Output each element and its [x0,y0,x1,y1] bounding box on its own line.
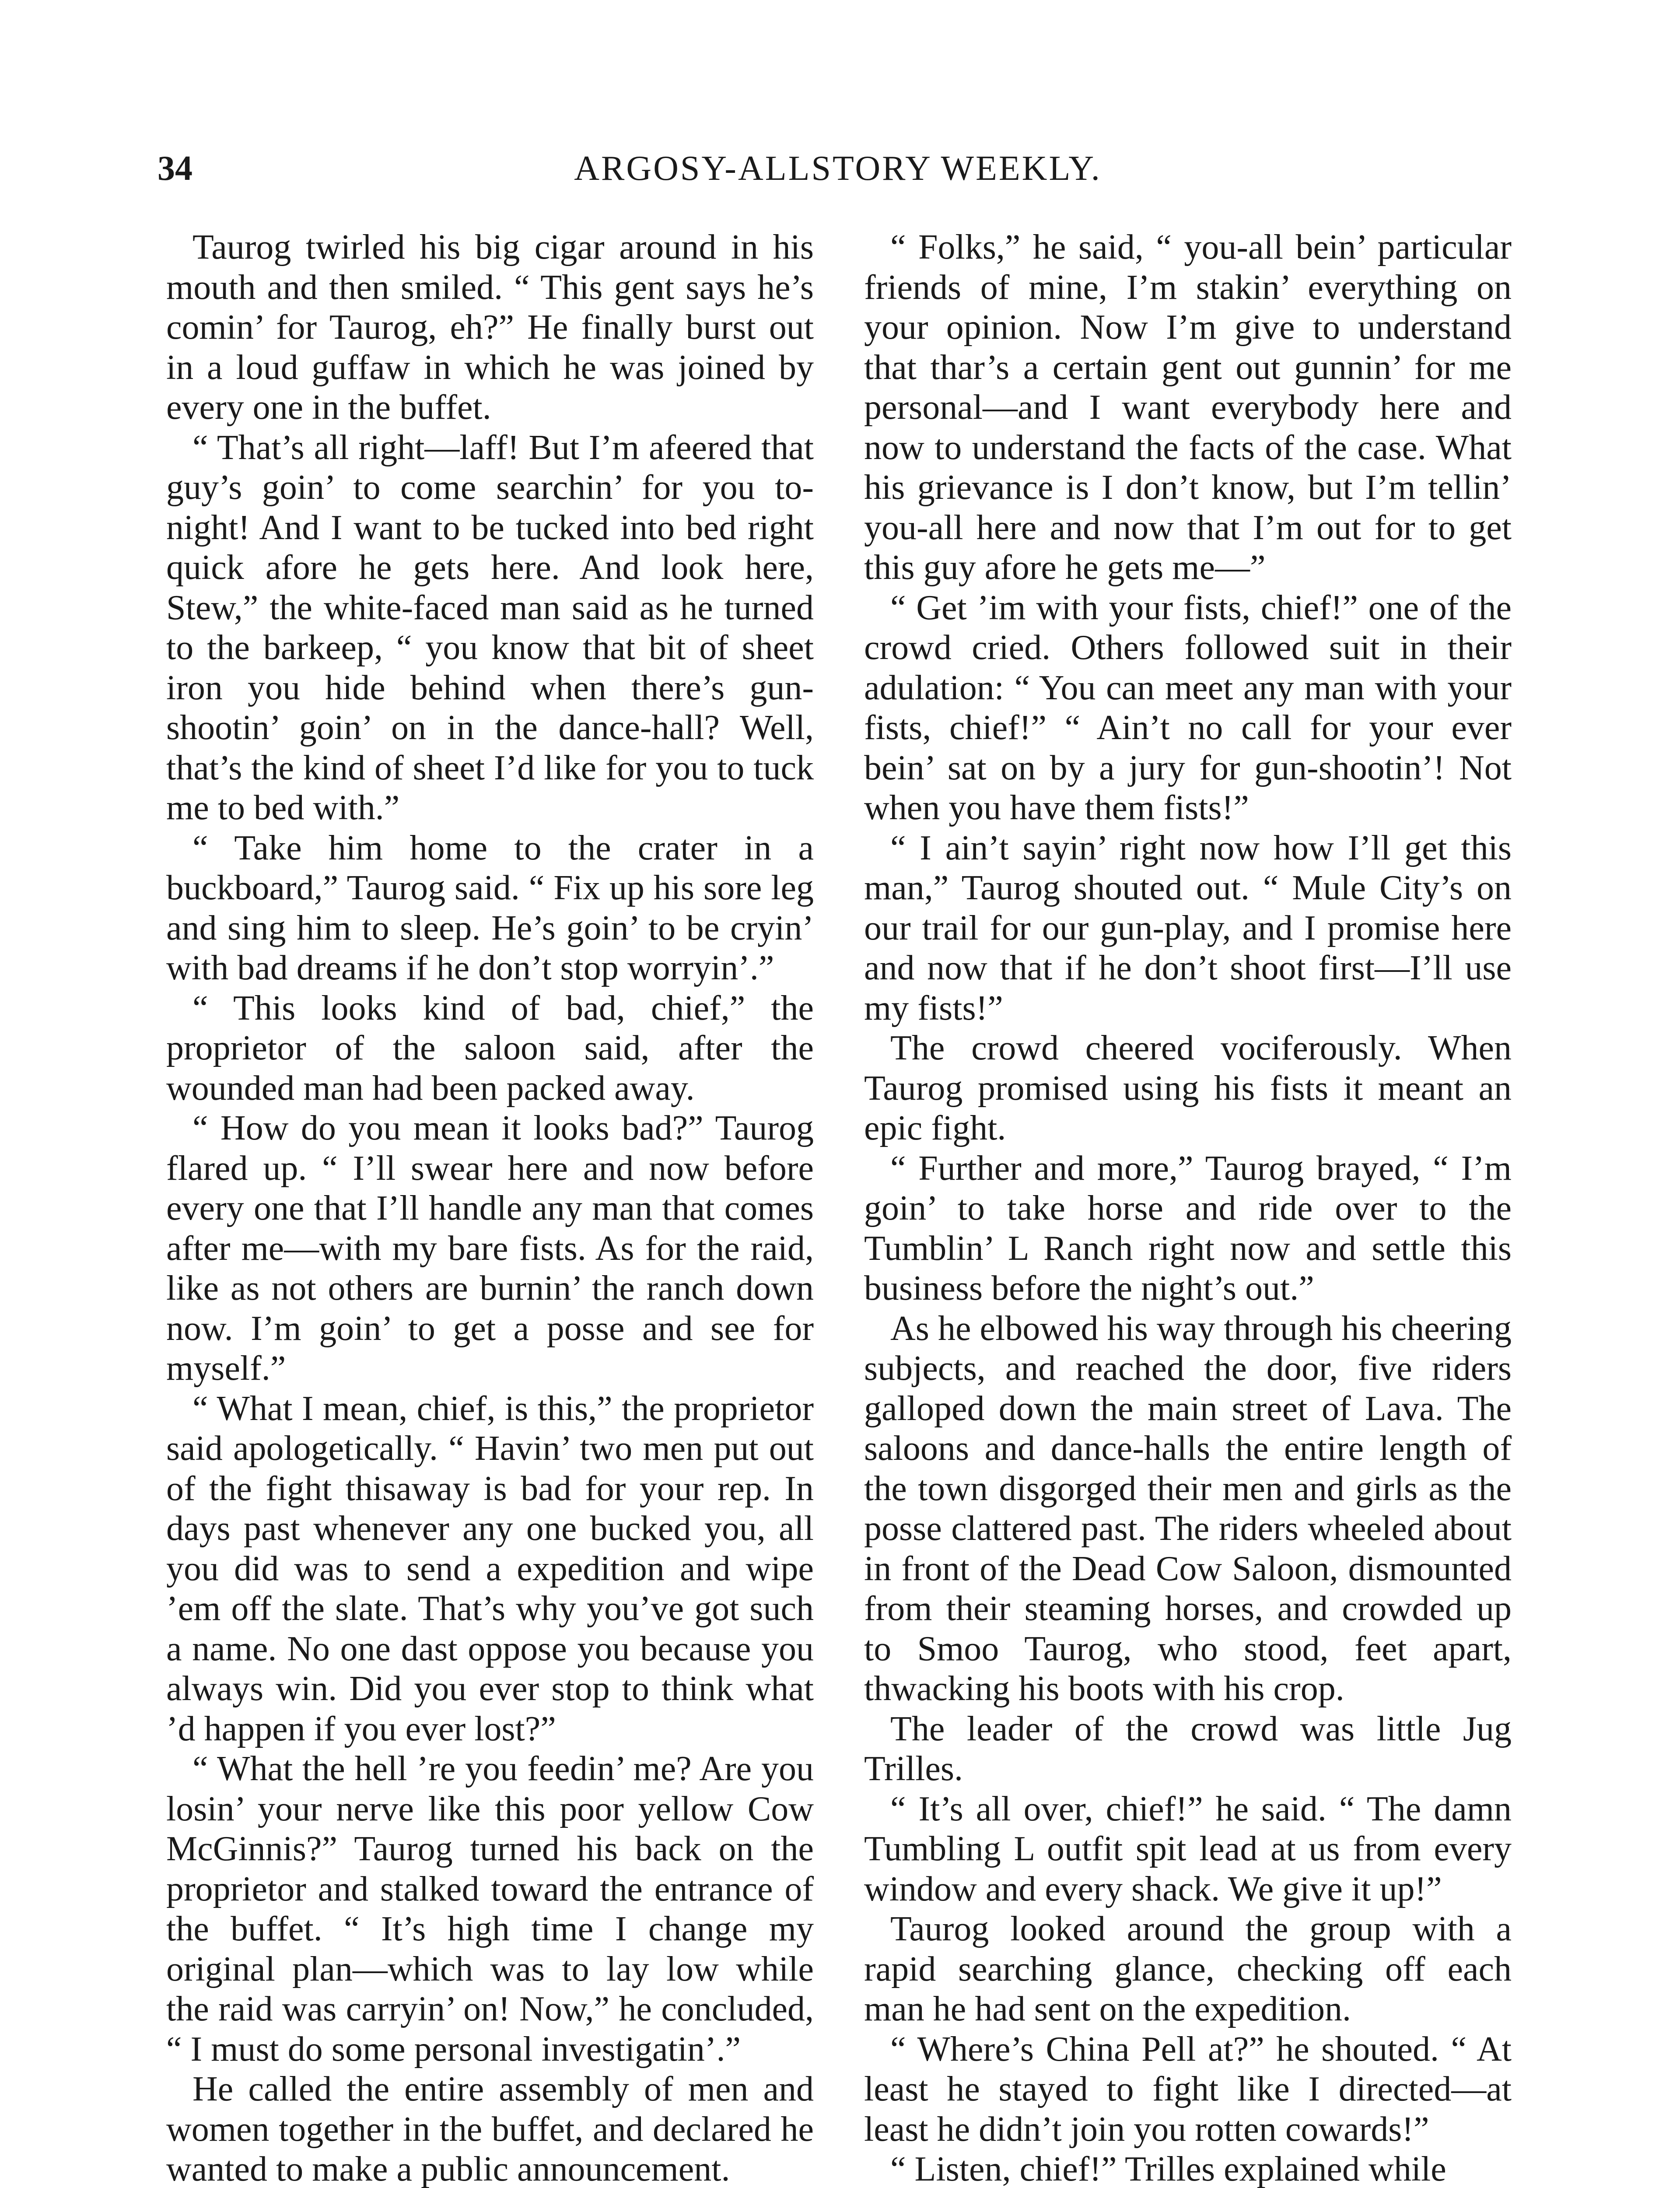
paragraph: He called the entire assembly of men and women together in the buffet, and declared he wanted to make a public announcement. [166,2070,814,2188]
paragraph: “ This looks kind of bad, chief,” the proprietor of the saloon said, after the wounded man had been packed away. [166,989,814,1108]
paragraph: “ I ain’t sayin’ right now how I’ll get this man,” Taurog shouted out. “ Mule City’s on our trail for our gun-play, and I promise here and now that if he don’t shoot first—I’ll use my fists!” [864,828,1512,1027]
paragraph: “ Get ’im with your fists, chief!” one of the crowd cried. Others followed suit in their adulation: “ You can meet any man with your fists, chief!” “ Ain’t no call for your ever bein’ sat on by a jury for gun-shootin’! Not when you have them fists!” [864,588,1512,827]
paragraph: Taurog twirled his big cigar around in his mouth and then smiled. “ This gent says he’s comin’ for Taurog, eh?” He finally burst out in a loud guffaw in which he was joined by every one in the buffet. [166,228,814,427]
paragraph: “ Folks,” he said, “ you-all bein’ particular friends of mine, I’m stakin’ everything on your opinion. Now I’m give to understand that thar’s a certain gent out gunnin’ for me personal—and I want everybody here and now to understand the facts of the case. What his grievance is I don’t know, but I’m tellin’ you-all here and now that I’m out for to get this guy afore he gets me—” [864,228,1512,587]
paragraph: “ Listen, chief!” Trilles explained while [890,2150,1446,2188]
right-column [864,228,1512,2188]
paragraph: The leader of the crowd was little Jug Trilles. [864,1709,1512,1788]
running-title: ARGOSY-ALLSTORY WEEKLY. [574,149,1102,188]
paragraph: The crowd cheered vociferously. When Taurog promised using his fists it meant an epic fight. [864,1029,1512,1147]
paragraph: “ It’s all over, chief!” he said. “ The damn Tumbling L outfit spit lead at us from every window and every shack. We give it up!” [864,1789,1512,1908]
paragraph: As he elbowed his way through his cheering subjects, and reached the door, five riders galloped down the main street of Lava. The saloons and dance-halls the entire length of the town disgorged their men and girls as the posse clattered past. The riders wheeled about in front of the Dead Cow Saloon, dismounted from their steaming horses, and crowded up to Smoo Taurog, who stood, feet apart, thwacking his boots with his crop. [864,1309,1512,1708]
paragraph: Taurog looked around the group with a rapid searching glance, checking off each man he had sent on the expedition. [864,1910,1512,2028]
page-number: 34 [158,149,192,188]
paragraph: “ What I mean, chief, is this,” the proprietor said apologetically. “ Havin’ two men put out of the fight thisaway is bad for your rep. In days past whenever any one bucked you, all you did was to send a expedition and wipe ’em off the slate. That’s why you’ve got such a name. No one dast oppose you because you always win. Did you ever stop to think what ’d happen if you ever lost?” [166,1389,814,1748]
paragraph: “ Where’s China Pell at?” he shouted. “ At least he stayed to fight like I directed—at least he didn’t join you rotten cowards!” [864,2030,1512,2149]
paragraph: “ What the hell ’re you feedin’ me? Are you losin’ your nerve like this poor yellow Cow McGinnis?” Taurog turned his back on the proprietor and stalked toward the entrance of the buffet. “ It’s high time I change my original plan—which was to lay low while the raid was carryin’ on! Now,” he concluded, “ I must do some personal investigatin’.” [166,1750,814,2069]
page-header [158,144,1518,193]
paragraph: “ How do you mean it looks bad?” Taurog flared up. “ I’ll swear here and now before every one that I’ll handle any man that comes after me—with my bare fists. As for the raid, like as not others are burnin’ the ranch down now. I’m goin’ to get a posse and see for myself.” [166,1109,814,1388]
paragraph: “ That’s all right—laff! But I’m afeered that guy’s goin’ to come searchin’ for you to-night! And I want to be tucked into bed right quick afore he gets here. And look here, Stew,” the white-faced man said as he turned to the barkeep, “ you know that bit of sheet iron you hide behind when there’s gun-shootin’ goin’ on in the dance-hall? Well, that’s the kind of sheet I’d like for you to tuck me to bed with.” [166,428,814,827]
paragraph: “ Further and more,” Taurog brayed, “ I’m goin’ to take horse and ride over to the Tumblin’ L Ranch right now and settle this business before the night’s out.” [864,1149,1512,1308]
paragraph: “ Take him home to the crater in a buckboard,” Taurog said. “ Fix up his sore leg and sing him to sleep. He’s goin’ to be cryin’ with bad dreams if he don’t stop worryin’.” [166,828,814,987]
left-column [166,228,814,2188]
